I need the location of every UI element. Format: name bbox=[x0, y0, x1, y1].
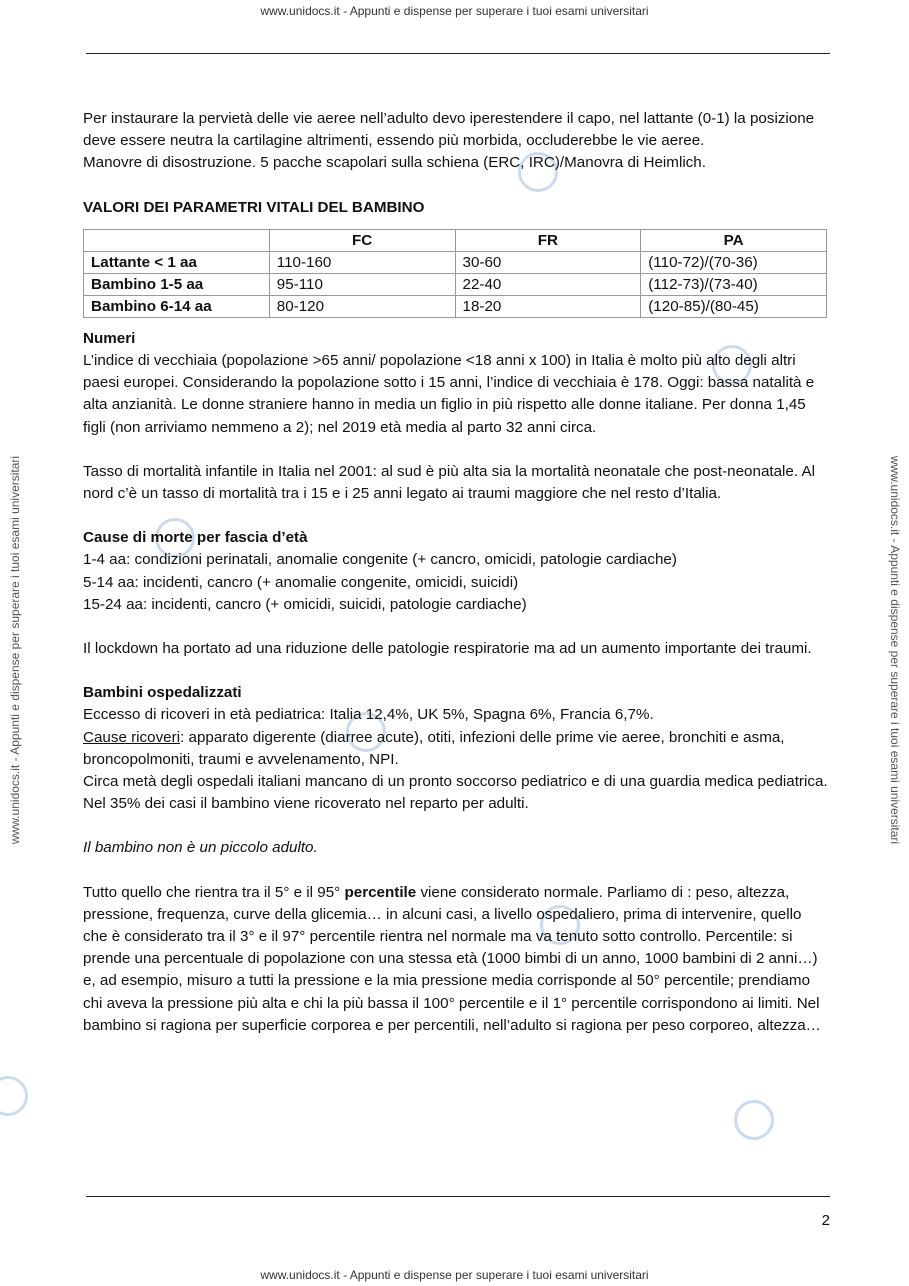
pronto-soccorso-paragraph: Circa metà degli ospedali italiani mancano di un pronto soccorso pediatrico e di una guardia medica pediatrica. Nel 35% dei casi il bambino viene ricoverato nel reparto per adulti. bbox=[83, 773, 828, 813]
table-cell: (110-72)/(70-36) bbox=[641, 251, 827, 273]
intro-paragraph: Per instaurare la pervietà delle vie aeree nell’adulto devo iperestendere il capo, nel lattante (0-1) la posizione deve essere neutra la cartilagine altrimenti, essendo più morbida, occluderebbe le vie aeree. bbox=[83, 110, 815, 150]
percentile-bold: percentile bbox=[344, 883, 417, 901]
percentile-before: Tutto quello che rientra tra il 5° e il 95° bbox=[83, 883, 345, 901]
eccesso-paragraph: Eccesso di ricoveri in età pediatrica: Italia 12,4%, UK 5%, Spagna 6%, Francia 6,7%. bbox=[83, 706, 654, 724]
cause-title: Cause di morte per fascia d’età bbox=[83, 529, 308, 547]
table-row bbox=[84, 273, 827, 295]
vitals-table bbox=[83, 229, 827, 318]
table-cell: 30-60 bbox=[455, 251, 641, 273]
cause-line: 5-14 aa: incidenti, cancro (+ anomalie congenite, omicidi, suicidi) bbox=[83, 573, 519, 591]
table-cell: 22-40 bbox=[455, 273, 641, 295]
table-row-header: Lattante < 1 aa bbox=[84, 251, 270, 273]
mortalita-paragraph: Tasso di mortalità infantile in Italia nel 2001: al sud è più alta sia la mortalità neonatale che post-neonatale. Al nord c’è un tasso di mortalità tra i 15 e i 25 anni legato ai traumi maggiore che nel resto d’Italia. bbox=[83, 462, 815, 503]
top-watermark-banner: www.unidocs.it - Appunti e dispense per superare i tuoi esami universitari bbox=[260, 4, 649, 18]
table-header-row bbox=[84, 229, 827, 251]
cause-line: 15-24 aa: incidenti, cancro (+ omicidi, suicidi, patologie cardiache) bbox=[83, 595, 527, 613]
table-row bbox=[84, 251, 827, 273]
cause-ricoveri-paragraph bbox=[83, 727, 828, 771]
table-cell: (120-85)/(80-45) bbox=[641, 295, 827, 317]
percentile-paragraph bbox=[83, 882, 828, 1037]
left-side-watermark: www.unidocs.it - Appunti e dispense per superare i tuoi esami universitari bbox=[8, 455, 22, 845]
vitals-title: VALORI DEI PARAMETRI VITALI DEL BAMBINO bbox=[83, 198, 425, 216]
lockdown-paragraph: Il lockdown ha portato ad una riduzione delle patologie respiratorie ma ad un aumento importante dei traumi. bbox=[83, 640, 812, 658]
table-cell: 110-160 bbox=[269, 251, 455, 273]
footer-rule bbox=[86, 1196, 830, 1197]
table-header-cell: FR bbox=[455, 229, 641, 251]
table-header-cell: PA bbox=[641, 229, 827, 251]
table-cell: 18-20 bbox=[455, 295, 641, 317]
right-side-watermark: www.unidocs.it - Appunti e dispense per superare i tuoi esami universitari bbox=[888, 455, 902, 845]
unidocs-logo-icon bbox=[0, 1076, 28, 1116]
numeri-paragraph: L’indice di vecchiaia (popolazione >65 anni/ popolazione <18 anni x 100) in Italia è molto più alto degli altri paesi europei. Considerando la popolazione sotto i 15 anni, l’indice di vecchiaia è 178. Oggi: bassa natalità e alta anzianità. Le donne straniere hanno in media un figlio in più rispetto alle donne italiane. Per donna 1,45 figli (non arriviamo nemmeno a 2); nel 2019 età media al parto 32 anni circa. bbox=[83, 352, 815, 436]
table-header-cell bbox=[84, 229, 270, 251]
cause-line: 1-4 aa: condizioni perinatali, anomalie congenite (+ cancro, omicidi, patologie cardiache) bbox=[83, 551, 677, 569]
numeri-title: Numeri bbox=[83, 329, 136, 347]
disostruzione-paragraph: Manovre di disostruzione. 5 pacche scapolari sulla schiena (ERC, IRC)/Manovra di Heimlich. bbox=[83, 154, 706, 172]
ospedalizzati-title: Bambini ospedalizzati bbox=[83, 684, 242, 702]
percentile-after: viene considerato normale. Parliamo di : peso, altezza, pressione, frequenza, curve della glicemia… in alcuni casi, a livello ospedaliero, prima di intervenire, quello che è considerato tra il 3° e il 97° percentile rientra nel normale ma va tenuto sotto controllo. Percentile: si prende una percentuale di popolazione con una stessa età (1000 bimbi di un anno, 1000 bambini di 2 anni…) e, ad esempio, misuro a tutti la pressione e la mia pressione media corrisponde al 50° percentile; prendiamo chi aveva la pressione più alta e chi la più bassa il 100° percentile e il 1° percentile corrispondono ai limiti. Nel bambino si ragiona per superficie corporea e per percentili, nell’adulto si ragiona per peso corporeo, altezza… bbox=[83, 883, 821, 1034]
table-row-header: Bambino 1-5 aa bbox=[84, 273, 270, 295]
table-cell: (112-73)/(73-40) bbox=[641, 273, 827, 295]
table-header-cell: FC bbox=[269, 229, 455, 251]
table-cell: 95-110 bbox=[269, 273, 455, 295]
page-number: 2 bbox=[821, 1212, 830, 1229]
table-cell: 80-120 bbox=[269, 295, 455, 317]
page-content bbox=[83, 108, 828, 1037]
table-row bbox=[84, 295, 827, 317]
header-rule bbox=[86, 53, 830, 54]
unidocs-logo-icon bbox=[734, 1100, 774, 1140]
cause-ricoveri-text: : apparato digerente (diarree acute), otiti, infezioni delle prime vie aeree, bronchiti e asma, broncopolmoniti, traumi e avvelenamento, NPI. bbox=[83, 728, 785, 768]
bottom-watermark-banner: www.unidocs.it - Appunti e dispense per superare i tuoi esami universitari bbox=[260, 1268, 649, 1282]
table-row-header: Bambino 6-14 aa bbox=[84, 295, 270, 317]
cause-ricoveri-label: Cause ricoveri bbox=[83, 728, 181, 746]
italic-note: Il bambino non è un piccolo adulto. bbox=[83, 839, 318, 857]
